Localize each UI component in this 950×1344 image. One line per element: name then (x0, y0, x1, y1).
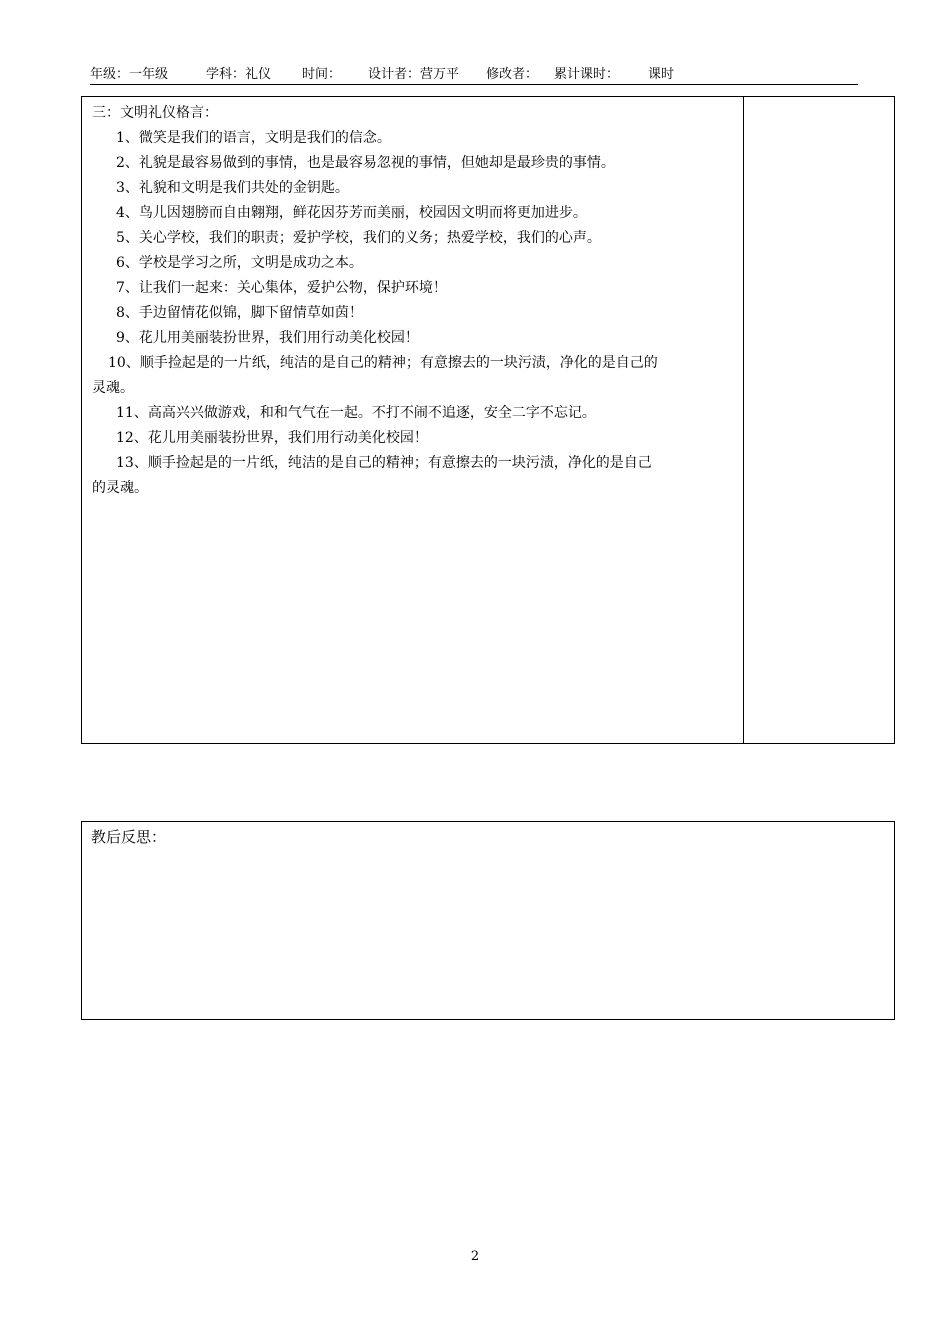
header-hours-unit: 课时 (648, 67, 675, 82)
header-modifier: 修改者： (486, 67, 539, 82)
reflection-title: 教后反思： (91, 828, 167, 846)
header-total-hours: 累计课时： (554, 67, 620, 82)
motto-line: 11、高高兴兴做游戏，和和气气在一起。不打不闹不追逐，安全二字不忘记。 (116, 405, 596, 421)
motto-line: 10、顺手捡起是的一片纸，纯洁的是自己的精神；有意擦去的一块污渍，净化的是自己的 (108, 355, 658, 371)
header-time: 时间： (302, 67, 342, 82)
notes-cell (744, 97, 894, 743)
motto-line: 12、花儿用美丽装扮世界，我们用行动美化校园！ (116, 430, 428, 446)
motto-line: 13、顺手捡起是的一片纸，纯洁的是自己的精神；有意擦去的一块污渍，净化的是自己 (116, 455, 652, 471)
header-designer: 设计者：营万平 (368, 67, 460, 82)
page-header (90, 66, 858, 85)
content-table (81, 96, 895, 744)
header-subject: 学科：礼仪 (206, 67, 272, 82)
page-number: 2 (470, 1249, 480, 1264)
section-title: 三：文明礼仪格言： (92, 105, 218, 121)
reflection-box (81, 821, 895, 1020)
motto-line: 1、微笑是我们的语言，文明是我们的信念。 (116, 130, 391, 146)
motto-line: 7、让我们一起来：关心集体，爱护公物，保护环境！ (116, 280, 447, 296)
motto-line: 8、手边留情花似锦，脚下留情草如茵！ (116, 305, 363, 321)
motto-line-continuation: 的灵魂。 (92, 480, 148, 496)
header-grade: 年级：一年级 (90, 67, 169, 82)
motto-line: 4、鸟儿因翅膀而自由翱翔，鲜花因芬芳而美丽，校园因文明而将更加进步。 (116, 205, 587, 221)
content-cell (82, 97, 744, 743)
motto-line: 3、礼貌和文明是我们共处的金钥匙。 (116, 180, 349, 196)
motto-line-continuation: 灵魂。 (92, 380, 134, 396)
motto-line: 6、学校是学习之所，文明是成功之本。 (116, 255, 363, 271)
motto-line: 5、关心学校，我们的职责；爱护学校，我们的义务；热爱学校，我们的心声。 (116, 230, 601, 246)
motto-line: 9、花儿用美丽装扮世界，我们用行动美化校园！ (116, 330, 419, 346)
motto-line: 2、礼貌是最容易做到的事情，也是最容易忽视的事情，但她却是最珍贵的事情。 (116, 155, 615, 171)
